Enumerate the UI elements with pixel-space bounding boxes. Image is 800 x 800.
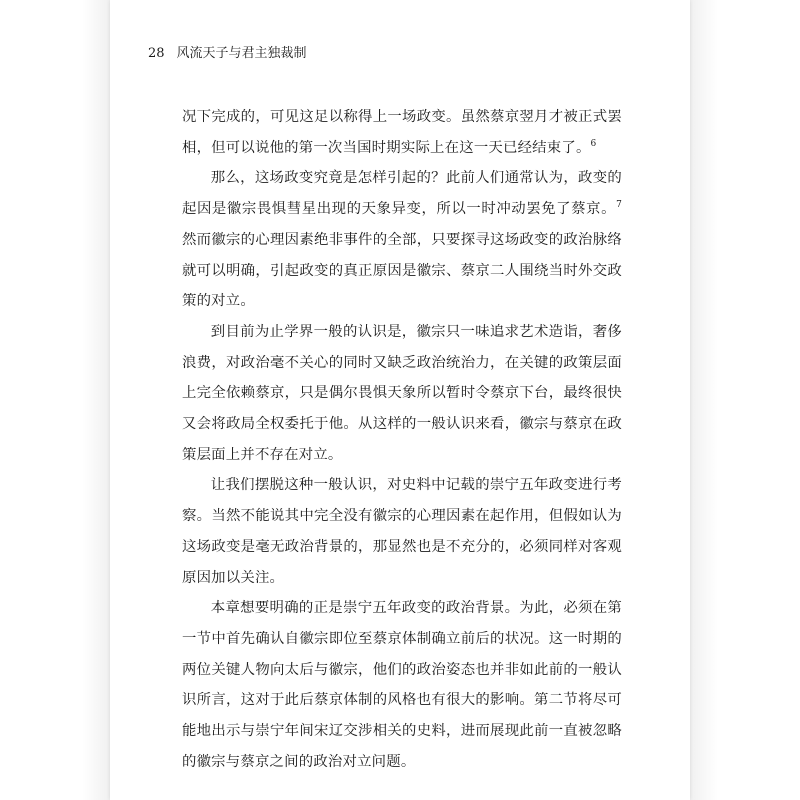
paragraph [182,593,622,777]
paragraph-text: 那么，这场政变究竟是怎样引起的？此前人们通常认为，政变的起因是徽宗畏惧彗星出现的天象异变，所以一时冲动罢免了蔡京。 [182,170,622,218]
page-number: 28 [148,46,165,61]
footnote-marker-6[interactable]: 6 [590,138,597,149]
paragraph-text: 况下完成的，可见这足以称得上一场政变。虽然蔡京翌月才被正式罢相，但可以说他的第一次当国时期实际上在这一天已经结束了。 [182,109,622,156]
paragraph-text: 到目前为止学界一般的认识是，徽宗只一味追求艺术造诣，奢侈浪费，对政治毫不关心的同时又缺乏政治统治力，在关键的政策层面上完全依赖蔡京，只是偶尔畏惧天象所以暂时令蔡京下台，最终很快又会将政局全权委托于他。从这样的一般认识来看，徽宗与蔡京在政策层面上并不存在对立。 [182,323,622,463]
paragraph [182,470,622,593]
running-title: 风流天子与君主独裁制 [176,46,307,61]
footnote-marker-7[interactable]: 7 [616,200,622,211]
paragraph-text: 让我们摆脱这种一般认识，对史料中记载的崇宁五年政变进行考察。当然不能说其中完全没有徽宗的心理因素在起作用，但假如认为这场政变是毫无政治背景的，那显然也是不充分的，必须同样对客观原因加以关注。 [182,477,622,586]
paragraph [182,102,622,163]
running-head [148,46,307,62]
paragraph [182,317,622,471]
paragraph-text-continued: 然而徽宗的心理因素绝非事件的全部，只要探寻这场政变的政治脉络就可以明确，引起政变的真正原因是徽宗、蔡京二人围绕当时外交政策的对立。 [182,231,622,310]
page-shadow-left [82,0,110,800]
paragraph [182,163,622,317]
paragraph-text: 本章想要明确的正是崇宁五年政变的政治背景。为此，必须在第一节中首先确认自徽宗即位至蔡京体制确立前后的状况。这一时期的两位关键人物向太后与徽宗，他们的政治姿态也并非如此前的一般认识所言，这对于此后蔡京体制的风格也有很大的影响。第二节将尽可能地出示与崇宁年间宋辽交涉相关的史料，进而展现此前一直被忽略的徽宗与蔡京之间的政治对立问题。 [182,600,622,770]
body-text [182,102,622,777]
book-page [110,0,690,800]
page-shadow-right [690,0,718,800]
